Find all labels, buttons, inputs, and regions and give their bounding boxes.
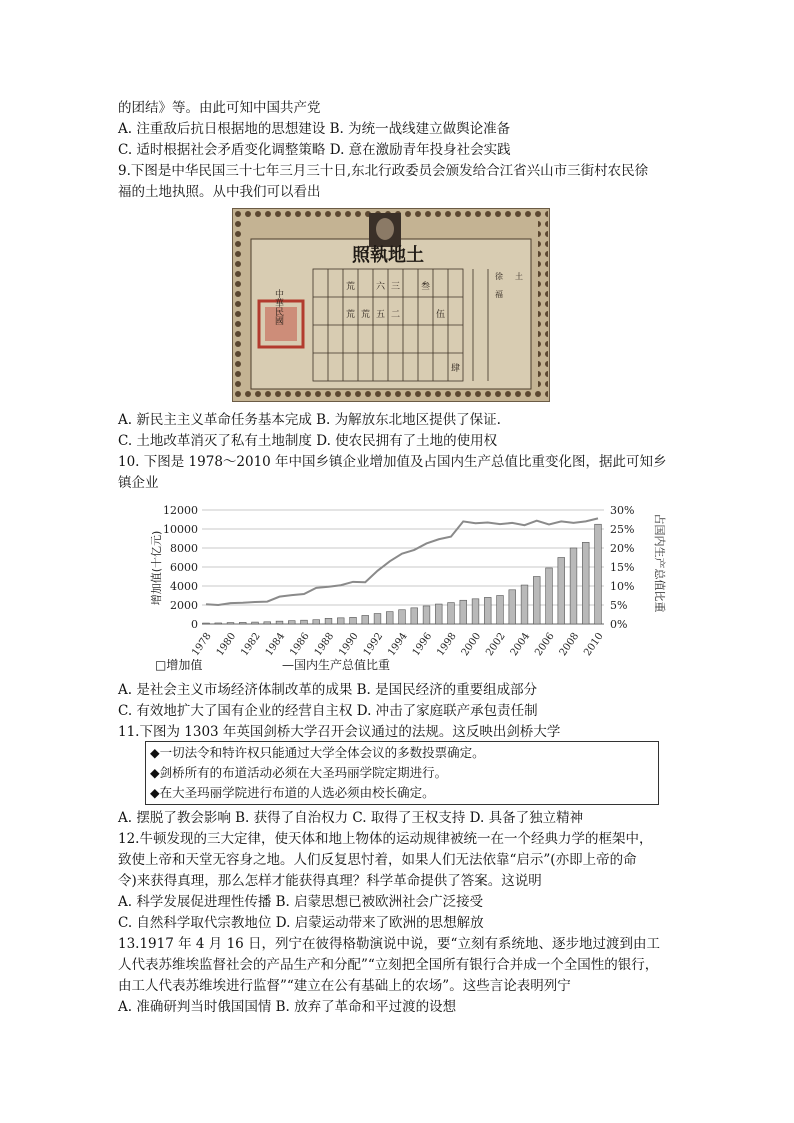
y2-tick-label: 5% <box>610 599 628 612</box>
x-tick-label: 1990 <box>337 630 361 659</box>
question-10-stem-line1: 10. 下图是 1978～2010 年中国乡镇企业增加值及占国内生产总值比重变化图，据此可知乡 <box>118 454 667 470</box>
svg-text:二: 二 <box>391 310 401 320</box>
svg-text:荒: 荒 <box>346 282 356 292</box>
bar-1990 <box>350 617 357 624</box>
y-tick-label: 0 <box>191 618 198 631</box>
regulation-item: ◆剑桥所有的布道活动必须在大圣玛丽学院定期进行。 <box>150 765 448 780</box>
question-9-option-ab: A. 新民主主义革命任务基本完成 B. 为解放东北地区提供了保证. <box>118 412 501 428</box>
bar-2009 <box>582 542 589 624</box>
question-10-stem-line2: 镇企业 <box>118 475 159 491</box>
bar-2008 <box>570 548 577 624</box>
bar-1992 <box>374 614 381 624</box>
svg-text:六: 六 <box>376 282 386 292</box>
regulation-item: ◆一切法令和特许权只能通过大学全体会议的多数投票确定。 <box>150 745 485 760</box>
question-12-option-ab: A. 科学发展促进理性传播 B. 启蒙思想已被欧洲社会广泛接受 <box>118 894 484 910</box>
chart-bars <box>203 524 602 624</box>
x-tick-label: 1982 <box>239 630 263 659</box>
svg-text:三: 三 <box>391 282 401 292</box>
bar-2001 <box>484 597 491 624</box>
x-tick-label: 1996 <box>410 630 435 659</box>
chart-y2-axis-label: 占国内生产总值比重 <box>653 513 666 613</box>
bar-2005 <box>533 577 540 625</box>
svg-text:土: 土 <box>515 272 523 281</box>
township-enterprise-chart <box>148 498 668 678</box>
bar-1979 <box>215 623 222 624</box>
svg-text:福: 福 <box>495 290 503 299</box>
land-certificate-drawing <box>233 209 549 401</box>
question-12-line3: 令)来获得真理，那么怎样才能获得真理？科学革命提供了答案。这说明 <box>118 873 542 889</box>
question-12-option-cd: C. 自然科学取代宗教地位 D. 启蒙运动带来了欧洲的思想解放 <box>118 915 484 931</box>
bar-1983 <box>264 622 271 624</box>
y2-tick-label: 30% <box>610 504 635 517</box>
chart-x-ticks <box>190 631 606 658</box>
y-tick-label: 2000 <box>170 599 198 612</box>
question-11-stem: 11.下图为 1303 年英国剑桥大学召开会议通过的法规。这反映出剑桥大学 <box>118 724 561 740</box>
question-8-stem-end: 的团结》等。由此可知中国共产党 <box>118 100 321 116</box>
x-tick-label: 1984 <box>263 630 288 659</box>
bar-1984 <box>276 621 283 624</box>
legend-bar: □增加值 <box>155 658 203 672</box>
bar-2007 <box>558 558 565 625</box>
x-tick-label: 1994 <box>386 630 410 659</box>
bar-1994 <box>399 610 406 624</box>
question-8-option-ab: A. 注重敌后抗日根据地的思想建设 B. 为统一战线建立做舆论准备 <box>118 121 511 137</box>
question-13-line1: 13.1917 年 4 月 16 日，列宁在彼得格勒演说中说，要“立刻有系统地、逐步地过渡到由工 <box>118 936 660 952</box>
chart-y-axis-label: 增加值(十亿元) <box>150 530 163 606</box>
land-certificate-image <box>232 208 550 402</box>
svg-text:五: 五 <box>376 310 386 320</box>
question-13-line2: 人代表苏维埃监督社会的产品生产和分配”“立刻把全国所有银行合并成一个全国性的银行， <box>118 957 659 973</box>
regulation-item: ◆在大圣玛丽学院进行布道的人选必须由校长确定。 <box>150 785 435 800</box>
bar-1980 <box>227 623 234 624</box>
question-9-stem-line2: 福的土地执照。从中我们可以看出 <box>118 184 321 200</box>
x-tick-label: 2002 <box>484 630 508 659</box>
svg-text:徐: 徐 <box>495 272 503 281</box>
certificate-title: 照執地土 <box>352 245 424 266</box>
svg-text:荒: 荒 <box>361 310 371 320</box>
bar-1993 <box>386 612 393 624</box>
bar-1986 <box>301 620 308 624</box>
x-tick-label: 2010 <box>582 630 606 659</box>
y-tick-label: 4000 <box>170 580 198 593</box>
question-13-option-ab: A. 准确研判当时俄国国情 B. 放弃了革命和平过渡的设想 <box>118 999 457 1015</box>
bar-1985 <box>288 621 295 624</box>
x-tick-label: 1980 <box>214 630 239 659</box>
x-tick-label: 2008 <box>557 630 582 659</box>
question-9-stem-line1: 9.下图是中华民国三十七年三月三十日,东北行政委员会颁发给合江省兴山市三街村农民徐 <box>118 163 649 179</box>
question-12-line2: 致使上帝和天堂无容身之地。人们反复思忖着，如果人们无法依靠“启示”(亦即上帝的命 <box>118 852 637 868</box>
bar-1989 <box>337 618 344 624</box>
bar-1991 <box>362 615 369 624</box>
question-10-option-ab: A. 是社会主义市场经济体制改革的成果 B. 是国民经济的重要组成部分 <box>118 682 538 698</box>
svg-text:荒: 荒 <box>346 310 356 320</box>
bar-1999 <box>460 600 467 624</box>
x-tick-label: 1988 <box>312 630 337 659</box>
y-tick-label: 6000 <box>170 561 198 574</box>
cambridge-regulations-box <box>145 741 659 805</box>
x-tick-label: 1978 <box>190 630 214 659</box>
question-9-option-cd: C. 土地改革消灭了私有土地制度 D. 使农民拥有了土地的使用权 <box>118 433 498 449</box>
legend-line: —国内生产总值比重 <box>282 658 391 672</box>
y-tick-label: 12000 <box>163 504 198 517</box>
x-tick-label: 2004 <box>508 630 533 659</box>
y-tick-label: 10000 <box>163 523 198 536</box>
bar-1995 <box>411 608 418 624</box>
x-tick-label: 2006 <box>533 630 557 659</box>
bar-1982 <box>252 622 259 624</box>
bar-2010 <box>595 524 602 624</box>
question-12-line1: 12.牛顿发现的三大定律，使天体和地上物体的运动规律被统一在一个经典力学的框架中， <box>118 831 653 847</box>
question-10-option-cd: C. 有效地扩大了国有企业的经营自主权 D. 冲击了家庭联产承包责任制 <box>118 703 538 719</box>
bar-2002 <box>497 596 504 625</box>
bar-1998 <box>448 603 455 624</box>
y2-tick-label: 10% <box>610 580 635 593</box>
y2-tick-label: 0% <box>610 618 628 631</box>
x-tick-label: 1986 <box>288 630 312 659</box>
y-tick-label: 8000 <box>170 542 198 555</box>
question-8-option-cd: C. 适时根据社会矛盾变化调整策略 D. 意在激励青年投身社会实践 <box>118 142 511 158</box>
chart-y-ticks <box>163 504 198 631</box>
bar-2006 <box>546 568 553 624</box>
bar-1978 <box>203 623 210 624</box>
bar-1981 <box>239 622 246 624</box>
bar-2004 <box>521 585 528 624</box>
bar-2003 <box>509 590 516 624</box>
y2-tick-label: 25% <box>610 523 635 536</box>
svg-text:伍: 伍 <box>436 310 446 320</box>
question-11-options: A. 摆脱了教会影响 B. 获得了自治权力 C. 取得了王权支持 D. 具备了独立精神 <box>118 810 584 826</box>
y2-tick-label: 20% <box>610 542 635 555</box>
chart-gridlines <box>202 510 604 624</box>
svg-text:叁: 叁 <box>421 282 431 292</box>
bar-1987 <box>313 620 320 624</box>
x-tick-label: 1992 <box>361 630 386 659</box>
x-tick-label: 2000 <box>459 630 484 659</box>
bar-2000 <box>472 599 479 624</box>
bar-1988 <box>325 618 332 624</box>
svg-text:肆: 肆 <box>451 364 461 374</box>
chart-y2-ticks <box>610 504 634 631</box>
y2-tick-label: 15% <box>610 561 635 574</box>
certificate-date-text: 中華民國 <box>273 289 283 325</box>
x-tick-label: 1998 <box>435 630 459 659</box>
bar-1997 <box>435 604 442 624</box>
bar-1996 <box>423 606 430 624</box>
question-13-line3: 由工人代表苏维埃进行监督”“建立在公有基础上的农场”。这些言论表明列宁 <box>118 978 571 994</box>
